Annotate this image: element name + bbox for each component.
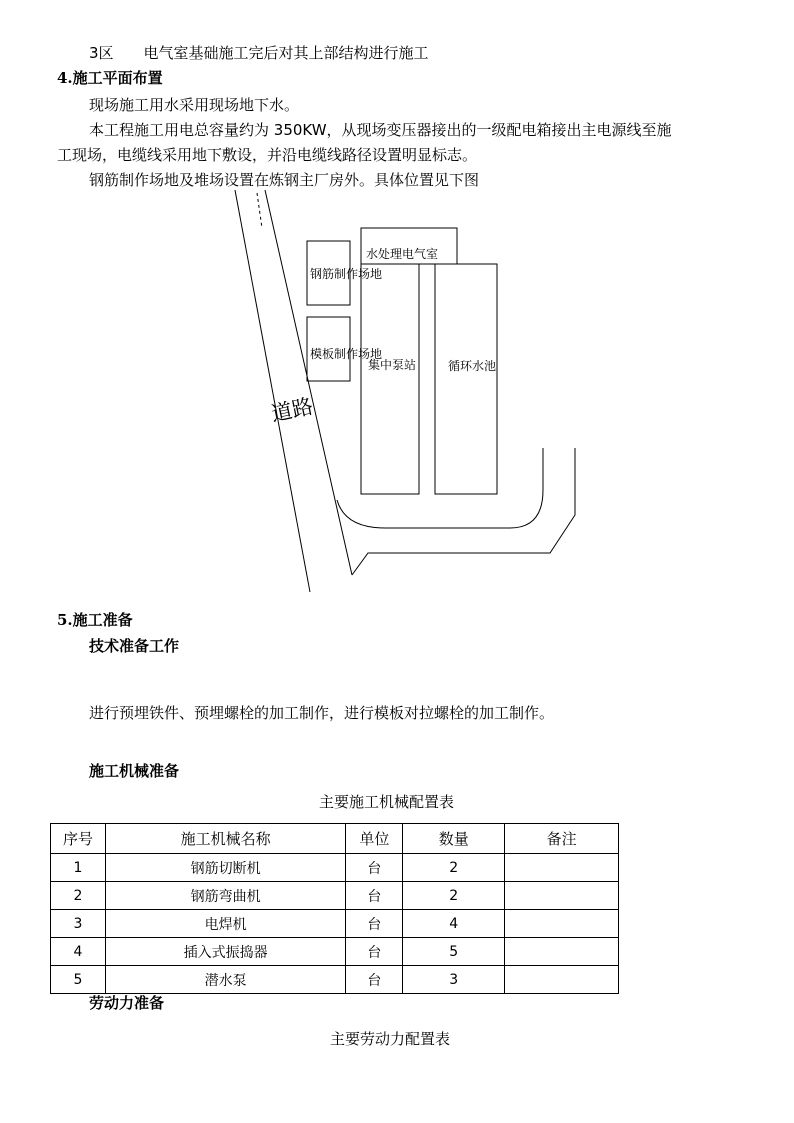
line-zone3-note: 3区 电气室基础施工完后对其上部结构进行施工 bbox=[89, 44, 429, 62]
header-unit: 单位 bbox=[346, 824, 403, 854]
cell-machine-name: 插入式振捣器 bbox=[105, 938, 346, 966]
cell-remarks bbox=[505, 966, 619, 994]
power-supply-text-1: 本工程施工用电总容量约为 350KW，从现场变压器接出的一级配电箱接出主电源线至施 bbox=[89, 121, 672, 139]
circulating-pool-box bbox=[435, 264, 497, 494]
cell-quantity: 4 bbox=[403, 910, 505, 938]
header-machine-name: 施工机械名称 bbox=[105, 824, 346, 854]
cell-seq: 2 bbox=[51, 882, 106, 910]
cell-unit: 台 bbox=[346, 910, 403, 938]
cell-seq: 1 bbox=[51, 854, 106, 882]
labor-prep-heading: 劳动力准备 bbox=[89, 994, 165, 1012]
cell-quantity: 2 bbox=[403, 854, 505, 882]
cell-quantity: 3 bbox=[403, 966, 505, 994]
cell-machine-name: 电焊机 bbox=[105, 910, 346, 938]
cell-remarks bbox=[505, 910, 619, 938]
road-edge-right bbox=[265, 190, 352, 575]
water-elec-room-label: 水处理电气室 bbox=[366, 247, 439, 261]
road-label: 道路 bbox=[269, 394, 316, 427]
cell-seq: 4 bbox=[51, 938, 106, 966]
water-supply-text: 现场施工用水采用现场地下水。 bbox=[89, 96, 300, 114]
table-row bbox=[51, 854, 619, 882]
cell-machine-name: 钢筋弯曲机 bbox=[105, 882, 346, 910]
cell-seq: 5 bbox=[51, 966, 106, 994]
machinery-prep-heading: 施工机械准备 bbox=[89, 762, 180, 780]
power-supply-text-2: 工现场，电缆线采用地下敷设，并沿电缆线路径设置明显标志。 bbox=[57, 146, 478, 164]
header-seq: 序号 bbox=[51, 824, 106, 854]
tech-prep-text: 进行预埋铁件、预埋螺栓的加工制作，进行模板对拉螺栓的加工制作。 bbox=[89, 704, 555, 722]
table-row bbox=[51, 966, 619, 994]
table-row bbox=[51, 882, 619, 910]
cell-quantity: 2 bbox=[403, 882, 505, 910]
section5-heading: 5.施工准备 bbox=[57, 611, 133, 629]
road-centerline bbox=[257, 193, 262, 228]
machinery-table-title: 主要施工机械配置表 bbox=[319, 793, 455, 811]
table-header-row bbox=[51, 824, 619, 854]
rebar-yard-label: 钢筋制作场地 bbox=[310, 267, 383, 281]
internal-road-inner bbox=[337, 448, 543, 528]
tech-prep-heading: 技术准备工作 bbox=[89, 637, 180, 655]
cell-unit: 台 bbox=[346, 882, 403, 910]
rebar-yard-text: 钢筋制作场地及堆场设置在炼钢主厂房外。具体位置见下图 bbox=[89, 171, 480, 189]
cell-remarks bbox=[505, 854, 619, 882]
labor-table-title: 主要劳动力配置表 bbox=[330, 1030, 451, 1048]
cell-machine-name: 潜水泵 bbox=[105, 966, 346, 994]
header-remarks: 备注 bbox=[505, 824, 619, 854]
cell-unit: 台 bbox=[346, 854, 403, 882]
road-edge-left bbox=[235, 190, 310, 592]
table-row bbox=[51, 910, 619, 938]
pump-station-box bbox=[361, 264, 419, 494]
cell-remarks bbox=[505, 938, 619, 966]
formwork-yard-label: 模板制作场地 bbox=[310, 347, 383, 361]
circulating-pool-label: 循环水池 bbox=[448, 359, 497, 373]
cell-unit: 台 bbox=[346, 938, 403, 966]
header-quantity: 数量 bbox=[403, 824, 505, 854]
internal-road-outer bbox=[352, 448, 575, 575]
cell-quantity: 5 bbox=[403, 938, 505, 966]
cell-machine-name: 钢筋切断机 bbox=[105, 854, 346, 882]
table-row bbox=[51, 938, 619, 966]
pump-station-label: 集中泵站 bbox=[368, 358, 417, 372]
machinery-table bbox=[50, 823, 619, 994]
cell-remarks bbox=[505, 882, 619, 910]
cell-unit: 台 bbox=[346, 966, 403, 994]
section4-heading: 4.施工平面布置 bbox=[57, 69, 163, 87]
cell-seq: 3 bbox=[51, 910, 106, 938]
